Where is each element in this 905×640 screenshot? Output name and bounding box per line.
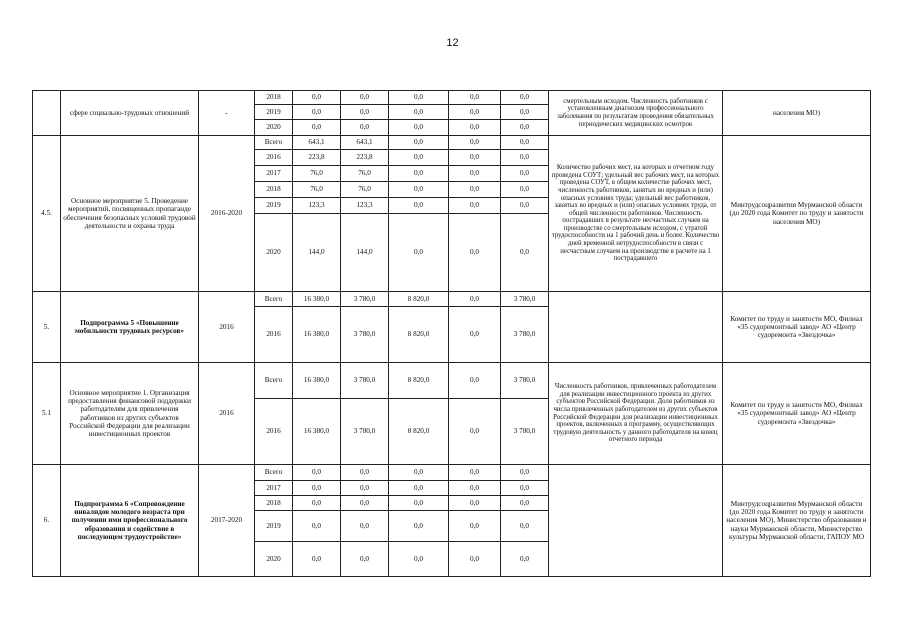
value-cell: 223,8 xyxy=(341,150,389,166)
year-cell: Всего xyxy=(255,136,293,150)
value-cell: 0,0 xyxy=(501,105,549,120)
value-cell: 0,0 xyxy=(293,496,341,511)
value-cell: 0,0 xyxy=(449,511,501,542)
value-cell: 0,0 xyxy=(449,105,501,120)
value-cell: 0,0 xyxy=(341,511,389,542)
value-cell: 0,0 xyxy=(449,120,501,136)
item-name: Основное мероприятие 5. Проведение мероприятий, посвященных пропаганде обеспечения безопасных условий трудовой деятельности и охраны труда xyxy=(61,136,199,292)
indicators-cell: Численность работников, привлеченных работодателем для реализации инвестиционного проекта из других субъектов Российской Федерации. Доля работников из числа привлеченных работодателем из других субъектов Российской Федерации для реализации инвестиционных проектов, включенных в программу, осуществляющих трудовую деятельность у данного работодателя на конец отчетного периода xyxy=(549,363,723,465)
item-number xyxy=(33,91,61,136)
item-name: сфере социально-трудовых отношений xyxy=(61,91,199,136)
responsible-cell: Минтрудсоцразвития Мурманской области (до 2020 года Комитет по труду и занятости населения МО) xyxy=(723,136,871,292)
value-cell: 0,0 xyxy=(501,481,549,496)
year-cell: 2020 xyxy=(255,542,293,577)
value-cell: 8 820,0 xyxy=(389,363,449,399)
value-cell: 0,0 xyxy=(501,182,549,198)
value-cell: 76,0 xyxy=(293,166,341,182)
value-cell: 0,0 xyxy=(389,182,449,198)
year-cell: Всего xyxy=(255,363,293,399)
year-cell: 2017 xyxy=(255,481,293,496)
year-cell: 2018 xyxy=(255,496,293,511)
year-cell: 2016 xyxy=(255,399,293,465)
value-cell: 3 780,0 xyxy=(341,307,389,363)
value-cell: 0,0 xyxy=(449,292,501,307)
value-cell: 123,3 xyxy=(341,198,389,214)
value-cell: 0,0 xyxy=(449,481,501,496)
year-cell: 2017 xyxy=(255,166,293,182)
value-cell: 123,3 xyxy=(293,198,341,214)
value-cell: 0,0 xyxy=(389,120,449,136)
value-cell: 0,0 xyxy=(501,214,549,292)
value-cell: 0,0 xyxy=(389,465,449,481)
value-cell: 0,0 xyxy=(501,542,549,577)
value-cell: 0,0 xyxy=(501,120,549,136)
value-cell: 76,0 xyxy=(293,182,341,198)
item-period: - xyxy=(199,91,255,136)
value-cell: 0,0 xyxy=(501,496,549,511)
value-cell: 3 780,0 xyxy=(501,292,549,307)
responsible-cell: населения МО) xyxy=(723,91,871,136)
value-cell: 0,0 xyxy=(341,120,389,136)
year-cell: 2019 xyxy=(255,198,293,214)
value-cell: 144,0 xyxy=(341,214,389,292)
value-cell: 16 380,0 xyxy=(293,292,341,307)
value-cell: 0,0 xyxy=(501,465,549,481)
value-cell: 8 820,0 xyxy=(389,399,449,465)
value-cell: 0,0 xyxy=(293,542,341,577)
item-period: 2016 xyxy=(199,292,255,363)
value-cell: 16 380,0 xyxy=(293,307,341,363)
value-cell: 0,0 xyxy=(389,198,449,214)
value-cell: 0,0 xyxy=(501,511,549,542)
responsible-cell: Комитет по труду и занятости МО, Филиал «35 судоремонтный завод» АО «Центр судоремонта «Звездочка» xyxy=(723,292,871,363)
item-number: 5.1 xyxy=(33,363,61,465)
table-row xyxy=(33,136,871,150)
value-cell: 0,0 xyxy=(341,496,389,511)
value-cell: 0,0 xyxy=(293,120,341,136)
value-cell: 0,0 xyxy=(449,182,501,198)
item-name: Подпрограмма 5 «Повышение мобильности трудовых ресурсов» xyxy=(61,292,199,363)
indicators-cell: смертельным исходом. Численность работников с установленным диагнозом профессионального заболевания по результатам проведения обязательных периодических медицинских осмотров xyxy=(549,91,723,136)
value-cell: 0,0 xyxy=(293,511,341,542)
year-cell: Всего xyxy=(255,292,293,307)
value-cell: 8 820,0 xyxy=(389,307,449,363)
value-cell: 16 380,0 xyxy=(293,399,341,465)
indicators-cell xyxy=(549,292,723,363)
value-cell: 0,0 xyxy=(389,105,449,120)
value-cell: 0,0 xyxy=(449,136,501,150)
item-number: 4.5. xyxy=(33,136,61,292)
table-row xyxy=(33,465,871,481)
responsible-cell: Комитет по труду и занятости МО, Филиал «35 судоремонтный завод» АО «Центр судоремонта «Звездочка» xyxy=(723,363,871,465)
year-cell: 2016 xyxy=(255,307,293,363)
value-cell: 0,0 xyxy=(293,465,341,481)
value-cell: 0,0 xyxy=(449,307,501,363)
year-cell: 2018 xyxy=(255,182,293,198)
value-cell: 0,0 xyxy=(389,91,449,105)
value-cell: 0,0 xyxy=(341,465,389,481)
value-cell: 0,0 xyxy=(389,542,449,577)
year-cell: 2020 xyxy=(255,214,293,292)
item-period: 2016 xyxy=(199,363,255,465)
value-cell: 643,1 xyxy=(341,136,389,150)
page-number: 12 xyxy=(446,37,459,49)
value-cell: 0,0 xyxy=(449,542,501,577)
value-cell: 76,0 xyxy=(341,182,389,198)
value-cell: 0,0 xyxy=(389,214,449,292)
value-cell: 76,0 xyxy=(341,166,389,182)
value-cell: 16 380,0 xyxy=(293,363,341,399)
year-cell: 2020 xyxy=(255,120,293,136)
value-cell: 0,0 xyxy=(293,481,341,496)
value-cell: 3 780,0 xyxy=(341,292,389,307)
value-cell: 0,0 xyxy=(389,136,449,150)
year-cell: 2019 xyxy=(255,105,293,120)
value-cell: 0,0 xyxy=(341,105,389,120)
value-cell: 0,0 xyxy=(341,91,389,105)
item-number: 6. xyxy=(33,465,61,577)
table-row xyxy=(33,292,871,307)
table-row xyxy=(33,91,871,105)
value-cell: 0,0 xyxy=(389,166,449,182)
table-row xyxy=(33,363,871,399)
item-name: Подпрограмма 6 «Сопровождение инвалидов молодого возраста при получении ими профессионального образования и содействие в последующем трудоустройстве» xyxy=(61,465,199,577)
year-cell: Всего xyxy=(255,465,293,481)
value-cell: 0,0 xyxy=(501,166,549,182)
value-cell: 0,0 xyxy=(449,91,501,105)
value-cell: 0,0 xyxy=(449,198,501,214)
value-cell: 0,0 xyxy=(389,481,449,496)
year-cell: 2018 xyxy=(255,91,293,105)
value-cell: 8 820,0 xyxy=(389,292,449,307)
year-cell: 2019 xyxy=(255,511,293,542)
item-name: Основное мероприятие 1. Организация предоставления финансовой поддержки работодателям для привлечения работников из других субъектов Российской Федерации для реализации инвестиционных проектов xyxy=(61,363,199,465)
value-cell: 0,0 xyxy=(449,399,501,465)
value-cell: 0,0 xyxy=(389,511,449,542)
value-cell: 0,0 xyxy=(501,198,549,214)
value-cell: 0,0 xyxy=(293,91,341,105)
value-cell: 0,0 xyxy=(449,465,501,481)
value-cell: 3 780,0 xyxy=(341,363,389,399)
indicators-cell: Количество рабочих мест, на которых в отчетном году проведена СОУТ; удельный вес рабочих мест, на которых проведена СОУТ, в общем количестве рабочих мест, численность работников, занятых во вредных и (или) опасных условиях труда; удельный вес работников, занятых во вредных и (или) опасных условиях труда, от общей численности работников. Численность пострадавших в результате несчастных случаев на производстве со смертельным исходом, с утратой трудоспособности на 1 рабочий день и более. Количество дней временной нетрудоспособности в связи с несчастным случаем на производстве в расчете на 1 пострадавшего xyxy=(549,136,723,292)
value-cell: 0,0 xyxy=(341,481,389,496)
value-cell: 3 780,0 xyxy=(501,307,549,363)
responsible-cell: Минтрудсоцразвития Мурманской области (до 2020 года Комитет по труду и занятости населения МО), Министерство образования и науки Мурманской области, Министерство культуры Мурманской области, ГАПОУ МО xyxy=(723,465,871,577)
value-cell: 0,0 xyxy=(501,150,549,166)
value-cell: 144,0 xyxy=(293,214,341,292)
value-cell: 3 780,0 xyxy=(501,363,549,399)
program-table xyxy=(32,90,871,577)
value-cell: 223,8 xyxy=(293,150,341,166)
value-cell: 0,0 xyxy=(501,136,549,150)
indicators-cell xyxy=(549,465,723,577)
value-cell: 0,0 xyxy=(449,214,501,292)
item-number: 5. xyxy=(33,292,61,363)
value-cell: 0,0 xyxy=(389,496,449,511)
value-cell: 3 780,0 xyxy=(501,399,549,465)
value-cell: 0,0 xyxy=(449,150,501,166)
value-cell: 0,0 xyxy=(293,105,341,120)
value-cell: 0,0 xyxy=(389,150,449,166)
value-cell: 0,0 xyxy=(449,363,501,399)
value-cell: 0,0 xyxy=(449,496,501,511)
value-cell: 643,1 xyxy=(293,136,341,150)
value-cell: 3 780,0 xyxy=(341,399,389,465)
value-cell: 0,0 xyxy=(501,91,549,105)
item-period: 2016-2020 xyxy=(199,136,255,292)
value-cell: 0,0 xyxy=(341,542,389,577)
value-cell: 0,0 xyxy=(449,166,501,182)
item-period: 2017-2020 xyxy=(199,465,255,577)
year-cell: 2016 xyxy=(255,150,293,166)
